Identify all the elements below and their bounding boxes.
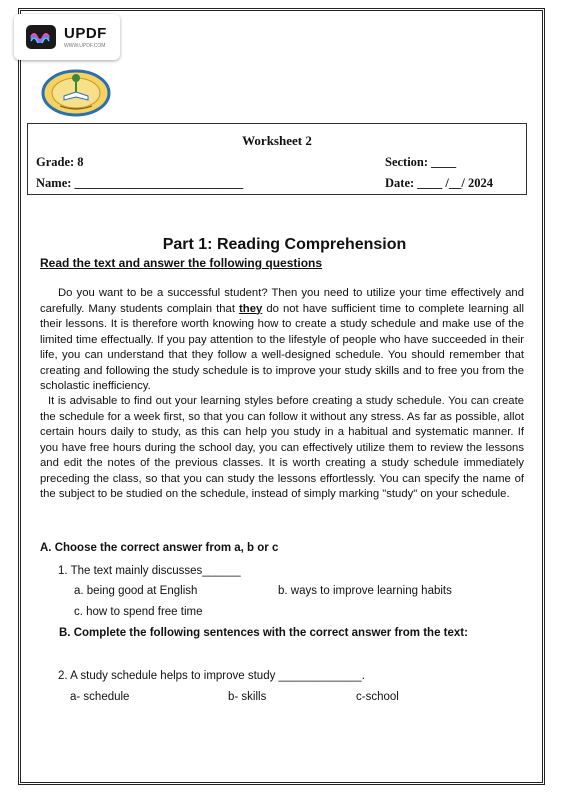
q1-option-b[interactable]: b. ways to improve learning habits: [278, 585, 452, 597]
q2-option-c[interactable]: c-school: [356, 691, 399, 703]
section-field[interactable]: Section: ____: [385, 155, 457, 169]
passage-text: do not have sufficient time to complete learning all their lessons. It is therefore worth knowing how to create a study schedule and make use of the limited time effectually. If you pay attention to the lifestyle of people who have succeeded in their life, you can understand that they follow a well-designed schedule. You should remember that creating and following the study schedule is to improve your study skills and to free you from the scholastic inefficiency.: [40, 302, 524, 392]
question-1: 1. The text mainly discusses______: [58, 565, 241, 577]
date-field[interactable]: Date: ____ /__/ 2024: [385, 176, 493, 190]
passage-text: Do you want to be a successful student? Then you need to utilize your time effectively and carefully. Many students complain that: [40, 287, 524, 315]
section-a-heading: A. Choose the correct answer from a, b or c: [40, 542, 279, 554]
part-title: Part 1: Reading Comprehension: [162, 236, 407, 253]
q1-option-a[interactable]: a. being good at English: [74, 585, 198, 597]
worksheet-title: Worksheet 2: [242, 133, 312, 148]
q2-option-b[interactable]: b- skills: [228, 691, 267, 703]
q1-option-c[interactable]: c. how to spend free time: [74, 606, 203, 618]
emphasized-word: they: [239, 302, 263, 315]
updf-url: WWW.UPDF.COM: [64, 43, 106, 49]
updf-watermark[interactable]: [14, 14, 120, 60]
question-2: 2. A study schedule helps to improve study _____________.: [58, 670, 365, 682]
instruction: Read the text and answer the following questions: [40, 256, 323, 270]
passage-paragraph-2: It is advisable to find out your learning styles before creating a study schedule. You can create the schedule for a week first, so that you can follow it without any stress. As far as possible, allot certain hours daily to study, as this can help you study in a habitual and systematic manner. If you have free hours during the school day, you can effectively utilize them to review the lessons and edit the notes of the previous classes. It is worth creating a study schedule immediately preceding the class, so that you can study the lessons effortlessly. You can specify the name of the subject to be studied on the schedule, instead of simply marking "study" on your schedule.: [40, 395, 524, 500]
section-b-heading: B. Complete the following sentences with the correct answer from the text:: [59, 627, 468, 639]
passage-paragraph-1: [40, 286, 524, 395]
q2-option-a[interactable]: a- schedule: [70, 691, 130, 703]
updf-logo-icon: [26, 25, 56, 49]
updf-name: UPDF: [64, 25, 107, 42]
school-logo-icon: [38, 66, 114, 118]
name-field[interactable]: Name: ___________________________: [36, 176, 244, 190]
worksheet-header: [27, 123, 527, 195]
grade-label: Grade: 8: [36, 155, 84, 169]
